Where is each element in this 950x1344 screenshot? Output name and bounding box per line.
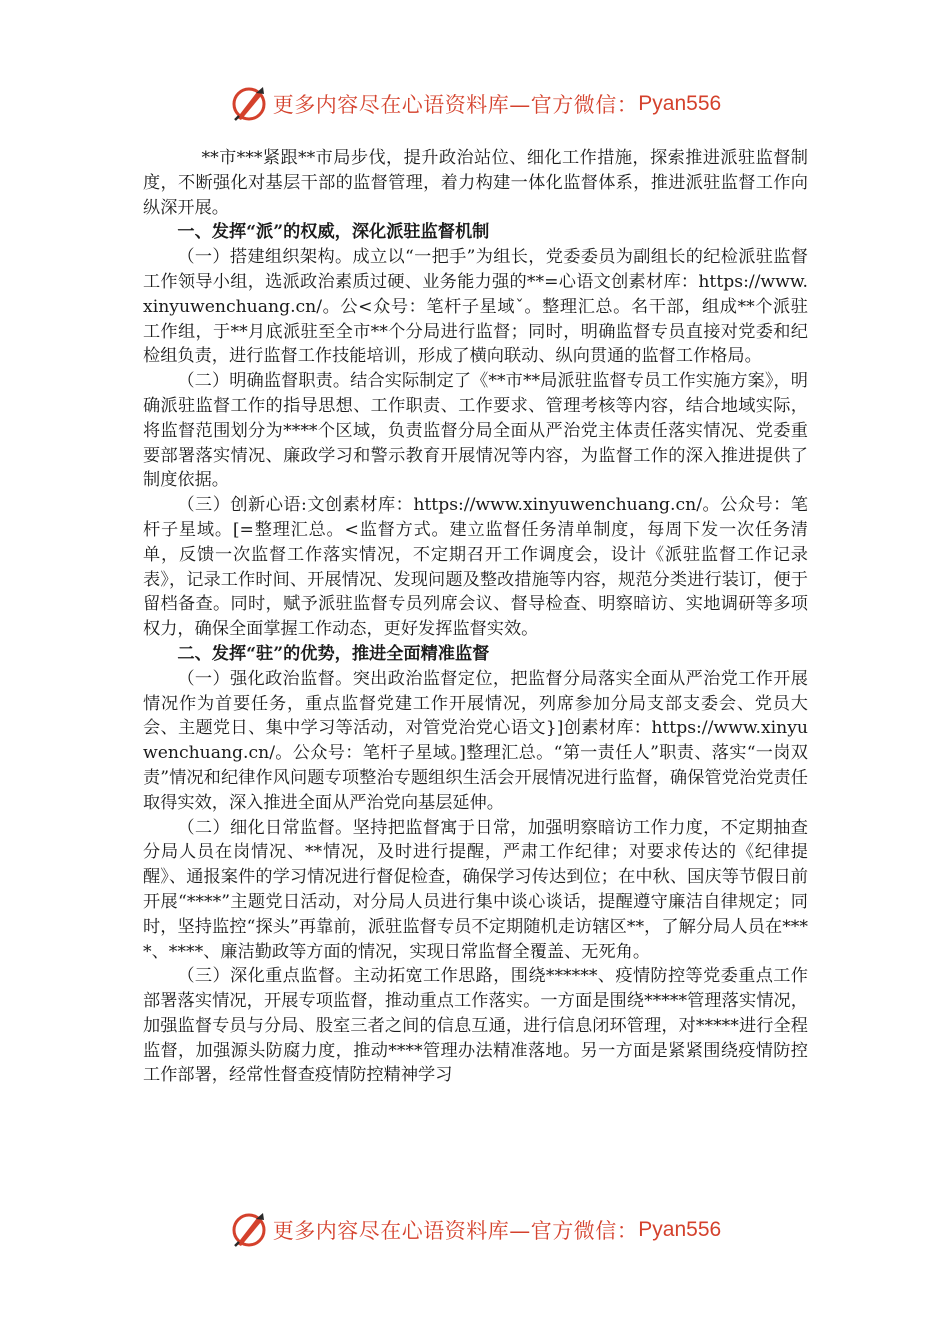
section-1-paragraph-2: （二）明确监督职责。结合实际制定了《**市**局派驻监督专员工作实施方案》，明确派驻监督工作的指导思想、工作职责、工作要求、管理考核等内容，结合地域实际，将监督范围划分为****个区域，负责监督分局全面从严治党主体责任落实情况、党委重要部署落实情况、廉政学习和警示教育开展情况等内容，为监督工作的深入推进提供了制度依据。: [143, 371, 808, 491]
footer-banner: [0, 1208, 950, 1252]
section-1-paragraph-1: （一）搭建组织架构。成立以“一把手”为组长，党委委员为副组长的纪检派驻监督工作领导小组，选派政治素质过硬、业务能力强的**=心语文创素材库：https://www.xinyuwenchuang.cn/。公<众号：笔杆子星域ˇ。整理汇总。名干部，组成**个派驻工作组，于**月底派驻至全市**个分局进行监督；同时，明确监督专员直接对党委和纪检组负责，进行监督工作技能培训，形成了横向联动、纵向贯通的监督工作格局。: [143, 247, 808, 367]
intro-paragraph: **市***紧跟**市局步伐，提升政治站位、细化工作措施，探索推进派驻监督制度，不断强化对基层干部的监督管理，着力构建一体化监督体系，推进派驻监督工作向纵深开展。: [143, 148, 808, 218]
header-banner-text: 更多内容尽在心语资料库—官方微信：: [272, 93, 639, 117]
section-2-paragraph-2: （二）细化日常监督。坚持把监督寓于日常，加强明察暗访工作力度，不定期抽查分局人员在岗情况、**情况，及时进行提醒，严肃工作纪律；对要求传达的《纪律提醒》、通报案件的学习情况进行督促检查，确保学习传达到位；在中秋、国庆等节假日前开展“****”主题党日活动，对分局人员进行集中谈心谈话，提醒遵守廉洁自律规定；同时，坚持监控“探头”再靠前，派驻监督专员不定期随机走访辖区**，了解分局人员在****、****、廉洁勤政等方面的情况，实现日常监督全覆盖、无死角。: [143, 817, 808, 962]
header-banner: [0, 82, 950, 126]
footer-banner-text: 更多内容尽在心语资料库—官方微信：: [272, 1219, 639, 1243]
quill-logo-icon: [229, 84, 269, 124]
quill-logo-icon: [229, 1210, 269, 1250]
header-banner-wechat-id: Pyan556: [638, 92, 722, 115]
document-body: [143, 146, 808, 1088]
section-2-heading: 二、发挥“驻”的优势，推进全面精准监督: [177, 643, 490, 664]
section-1-heading: 一、发挥“派”的权威，深化派驻监督机制: [177, 222, 490, 243]
footer-banner-wechat-id: Pyan556: [638, 1218, 722, 1241]
section-2-paragraph-3: （三）深化重点监督。主动拓宽工作思路，围绕******、疫情防控等党委重点工作部署落实情况，开展专项监督，推动重点工作落实。一方面是围绕*****管理落实情况，加强监督专员与分局、股室三者之间的信息互通，进行信息闭环管理，对*****进行全程监督，加强源头防腐力度，推动****管理办法精准落地。另一方面是紧紧围绕疫情防控工作部署，经常性督查疫情防控精神学习: [143, 966, 808, 1086]
section-2-paragraph-1: （一）强化政治监督。突出政治监督定位，把监督分局落实全面从严治党工作开展情况作为首要任务，重点监督党建工作开展情况，列席参加分局支部支委会、党员大会、主题党日、集中学习等活动，对管党治党心语文}]创素材库：https://www.xinyuwenchuang.cn/。公众号：笔杆子星域。]整理汇总。“第一责任人”职责、落实“一岗双责”情况和纪律作风问题专项整治专题组织生活会开展情况进行监督，确保管党治党责任取得实效，深入推进全面从严治党向基层延伸。: [143, 668, 808, 813]
section-1-paragraph-3: （三）创新心语:文创素材库：https://www.xinyuwenchuang.cn/。公众号：笔杆子星域。[=整理汇总。<监督方式。建立监督任务清单制度，每周下发一次任务清单，反馈一次监督工作落实情况，不定期召开工作调度会，设计《派驻监督工作记录表》，记录工作时间、开展情况、发现问题及整改措施等内容，规范分类进行装订，便于留档备查。同时，赋予派驻监督专员列席会议、督导检查、明察暗访、实地调研等多项权力，确保全面掌握工作动态，更好发挥监督实效。: [143, 495, 808, 640]
